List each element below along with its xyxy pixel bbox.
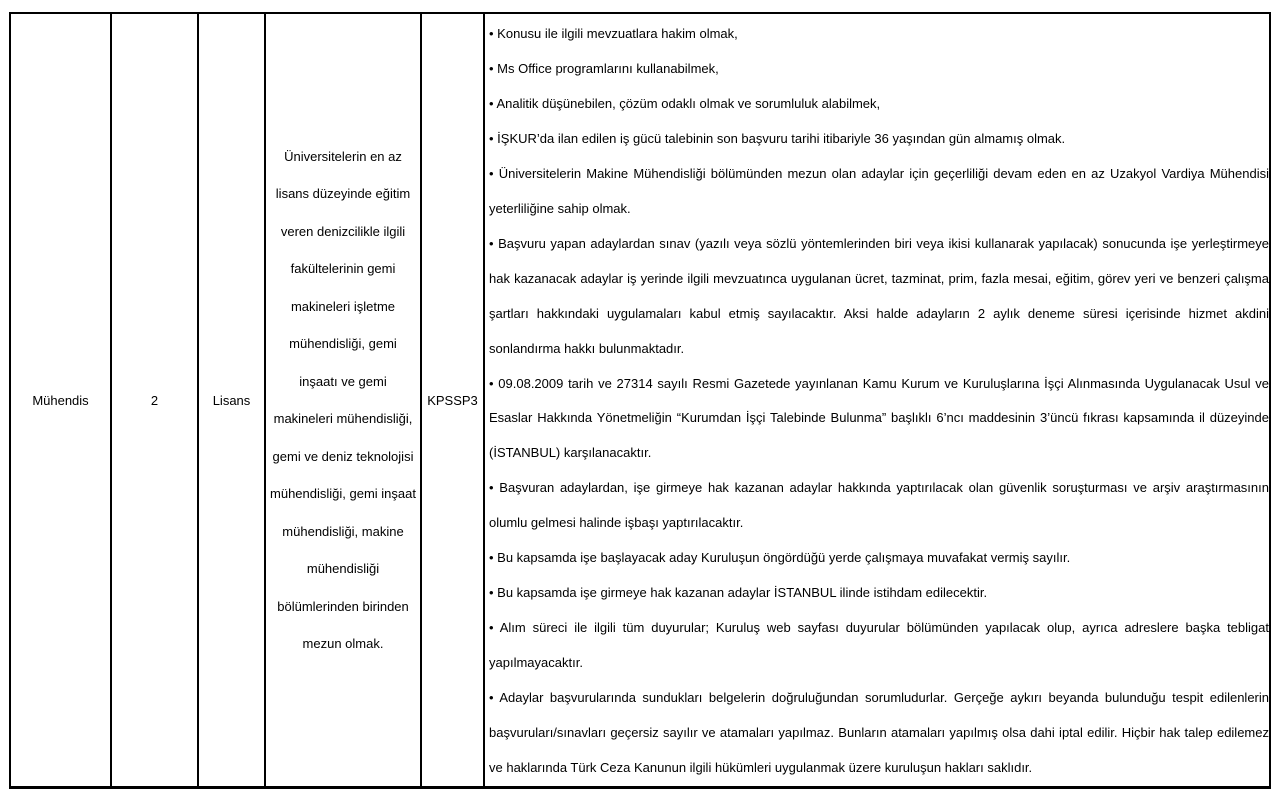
- requirement-item: [489, 122, 1269, 157]
- bullet-icon: •: [489, 26, 498, 41]
- requirements-list: [485, 14, 1269, 786]
- quota-value: 2: [150, 392, 159, 408]
- requirement-item: [489, 471, 1269, 541]
- requirement-item: [489, 227, 1269, 367]
- education-level-value: Lisans: [212, 392, 251, 408]
- requirement-item: [489, 157, 1269, 227]
- requirement-text: Alım süreci ile ilgili tüm duyurular; Kuruluş web sayfası duyurular bölümünden yapılacak olup, ayrıca adreslere başka tebligat yapılmayacaktır.: [489, 620, 1269, 671]
- requirement-text: Başvuran adaylardan, işe girmeye hak kazanan adaylar hakkında yaptırılacak olan güvenlik soruşturması ve arşiv araştırmasının olumlu gelmesi halinde işbaşı yaptırılacaktır.: [489, 480, 1269, 531]
- requirement-item: [489, 611, 1269, 681]
- education-level-cell: [199, 14, 266, 786]
- requirement-item: [489, 681, 1269, 786]
- requirement-text: İŞKUR’da ilan edilen iş gücü talebinin son başvuru tarihi itibariyle 36 yaşından gün almamış olmak.: [497, 130, 1066, 146]
- requirement-text: 09.08.2009 tarih ve 27314 sayılı Resmi Gazetede yayınlanan Kamu Kurum ve Kuruluşlarına İşçi Alınmasında Uygulanacak Usul ve Esaslar Hakkında Yönetmeliğin “Kurumdan İşçi Talebinde Bulunma” başlıklı 6’ncı maddesinin 3’üncü fıkrası kapsamında il düzeyinde (İSTANBUL) karşılanacaktır.: [489, 375, 1269, 461]
- requirement-item: [489, 541, 1269, 576]
- bullet-icon: •: [489, 165, 499, 181]
- requirement-text: Başvuru yapan adaylardan sınav (yazılı veya sözlü yöntemlerinden biri veya ikisi kullanarak yapılacak) sonucunda işe yerleştirmeye hak kazanacak adaylar iş yerinde ilgili mevzuatınca uygulanan ücret, tazminat, prim, fazla mesai, eğitim, görev yeri ve benzeri çalışma şartları hakkındaki uygulamaları kabul etmiş sayılacaktır. Aksi halde adayların 2 aylık deneme süresi içerisinde hizmet akdini sonlandırma hakkı bulunmaktadır.: [489, 235, 1269, 356]
- bullet-icon: •: [489, 60, 498, 76]
- bullet-icon: •: [489, 375, 499, 391]
- requirement-item: [489, 576, 1269, 611]
- exam-score-type-cell: [422, 14, 485, 786]
- education-requirement-cell: [266, 14, 422, 786]
- bullet-icon: •: [489, 690, 500, 706]
- bullet-icon: •: [489, 550, 498, 566]
- education-requirement-text: Üniversitelerin en az lisans düzeyinde eğitim veren denizcilikle ilgili fakültelerinin gemi makineleri işletme mühendisliği, gemi inşaatı ve gemi makineleri mühendisliği, gemi ve deniz teknolojisi mühendisliği, gemi inşaat mühendisliği, makine mühendisliği bölümlerinden birinden mezun olmak.: [270, 148, 416, 651]
- requirement-text: Adaylar başvurularında sundukları belgelerin doğruluğundan sorumludurlar. Gerçeğe aykırı beyanda bulunduğu tespit edilenlerin başvuruları/sınavları geçersiz sayılır ve atamaları yapılmaz. Bunların atamaları yapılmış olsa dahi iptal edilir. Hiçbir hak talep edilemez ve haklarında Türk Ceza Kanunun ilgili hükümleri uygulanmak üzere kuruluşun hakları saklıdır.: [489, 690, 1269, 776]
- requirement-text: Bu kapsamda işe girmeye hak kazanan adaylar İSTANBUL ilinde istihdam edilecektir.: [497, 585, 988, 601]
- position-cell: [11, 14, 112, 786]
- requirement-item: [489, 52, 1269, 87]
- bullet-icon: •: [489, 235, 499, 251]
- requirement-text: Konusu ile ilgili mevzuatlara hakim olmak,: [497, 26, 738, 41]
- requirement-item: [489, 17, 1269, 52]
- bullet-icon: •: [489, 480, 500, 496]
- requirement-text: Ms Office programlarını kullanabilmek,: [497, 60, 719, 76]
- bullet-icon: •: [489, 95, 497, 111]
- requirement-text: Üniversitelerin Makine Mühendisliği bölümünden mezun olan adaylar için geçerliliği devam eden en az Uzakyol Vardiya Mühendisi yeterliliğine sahip olmak.: [489, 165, 1269, 216]
- job-posting-table: [9, 12, 1271, 789]
- requirement-text: Analitik düşünebilen, çözüm odaklı olmak ve sorumluluk alabilmek,: [496, 95, 881, 111]
- position-title: Mühendis: [32, 392, 89, 408]
- bullet-icon: •: [489, 585, 498, 601]
- bullet-icon: •: [489, 130, 498, 146]
- requirement-item: [489, 367, 1269, 472]
- quota-cell: [112, 14, 199, 786]
- exam-score-type-value: KPSSP3: [427, 392, 478, 408]
- requirement-text: Bu kapsamda işe başlayacak aday Kuruluşun öngördüğü yerde çalışmaya muvafakat vermiş sayılır.: [497, 550, 1071, 566]
- bullet-icon: •: [489, 620, 500, 636]
- requirement-item: [489, 87, 1269, 122]
